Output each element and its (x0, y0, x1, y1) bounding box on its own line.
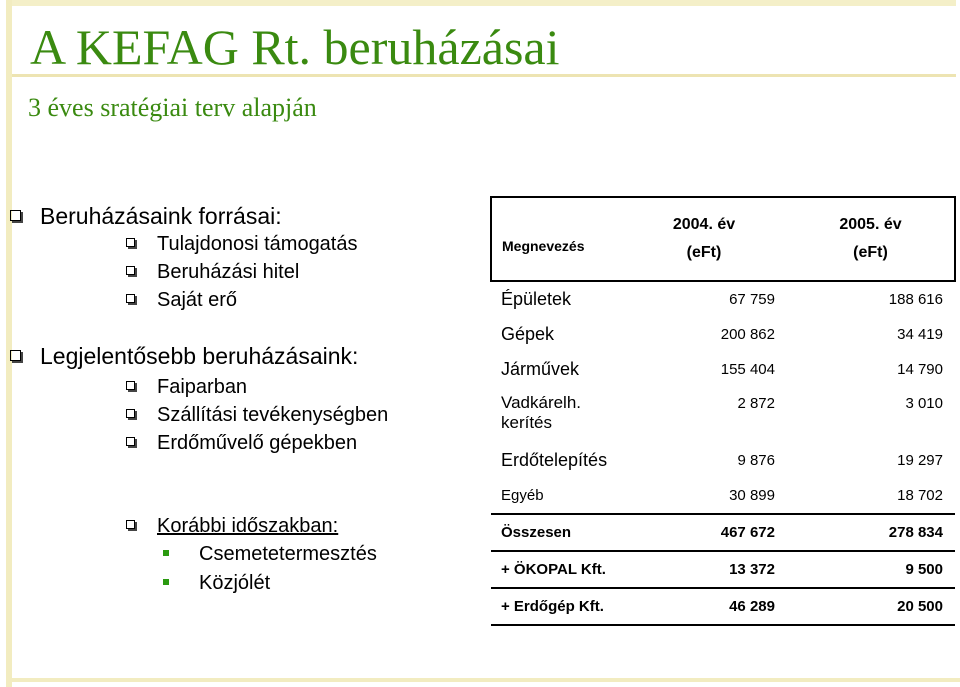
list-item: Saját erő (126, 289, 237, 312)
table-row: Épületek 67 759 188 616 (501, 289, 943, 309)
table-header-row (491, 197, 955, 281)
slide-title: A KEFAG Rt. beruházásai (30, 19, 560, 75)
table-row: Vadkárelh. kerítés 2 872 3 010 (501, 393, 943, 432)
erdogep-row: + Erdőgép Kft. 46 289 20 500 (491, 588, 955, 625)
header-2005: 2005. év (eFt) (839, 216, 902, 261)
slide-frame-top (10, 0, 956, 6)
checkbox-bullet-icon (126, 381, 135, 390)
table-row: Járművek 155 404 14 790 (501, 359, 943, 379)
list-item: Közjólét (163, 572, 270, 595)
slide-subtitle: 3 éves sratégiai terv alapján (28, 93, 317, 122)
checkbox-bullet-icon (126, 409, 135, 418)
checkbox-bullet-icon (126, 520, 135, 529)
list-item: Szállítási tevékenységben (126, 404, 388, 427)
table-row: Erdőtelepítés 9 876 19 297 (501, 450, 943, 470)
header-name: Megnevezés (502, 238, 585, 254)
list-item: Csemetetermesztés (163, 543, 377, 566)
checkbox-bullet-icon (126, 294, 135, 303)
square-bullet-icon (163, 579, 169, 585)
investment-table (490, 196, 956, 626)
earlier-period-heading: Korábbi időszakban: (126, 515, 338, 538)
list-item: Erdőművelő gépekben (126, 432, 357, 455)
checkbox-bullet-icon (126, 437, 135, 446)
slide-frame-bottom (6, 678, 960, 682)
table-row: Gépek 200 862 34 419 (501, 324, 943, 344)
list-item: Faiparban (126, 376, 247, 399)
total-row: Összesen 467 672 278 834 (491, 514, 955, 551)
checkbox-bullet-icon (126, 238, 135, 247)
checkbox-bullet-icon (10, 350, 21, 361)
list-item: Beruházási hitel (126, 261, 299, 284)
list-item: Tulajdonosi támogatás (126, 233, 358, 256)
table-row: Egyéb 30 899 18 702 (501, 487, 943, 504)
main-investments-heading: Legjelentősebb beruházásaink: (10, 343, 358, 370)
square-bullet-icon (163, 550, 169, 556)
sources-heading: Beruházásaink forrásai: (10, 203, 282, 230)
okopal-row: + ÖKOPAL Kft. 13 372 9 500 (491, 551, 955, 588)
checkbox-bullet-icon (126, 266, 135, 275)
checkbox-bullet-icon (10, 210, 21, 221)
header-2004: 2004. év (eFt) (672, 216, 736, 261)
